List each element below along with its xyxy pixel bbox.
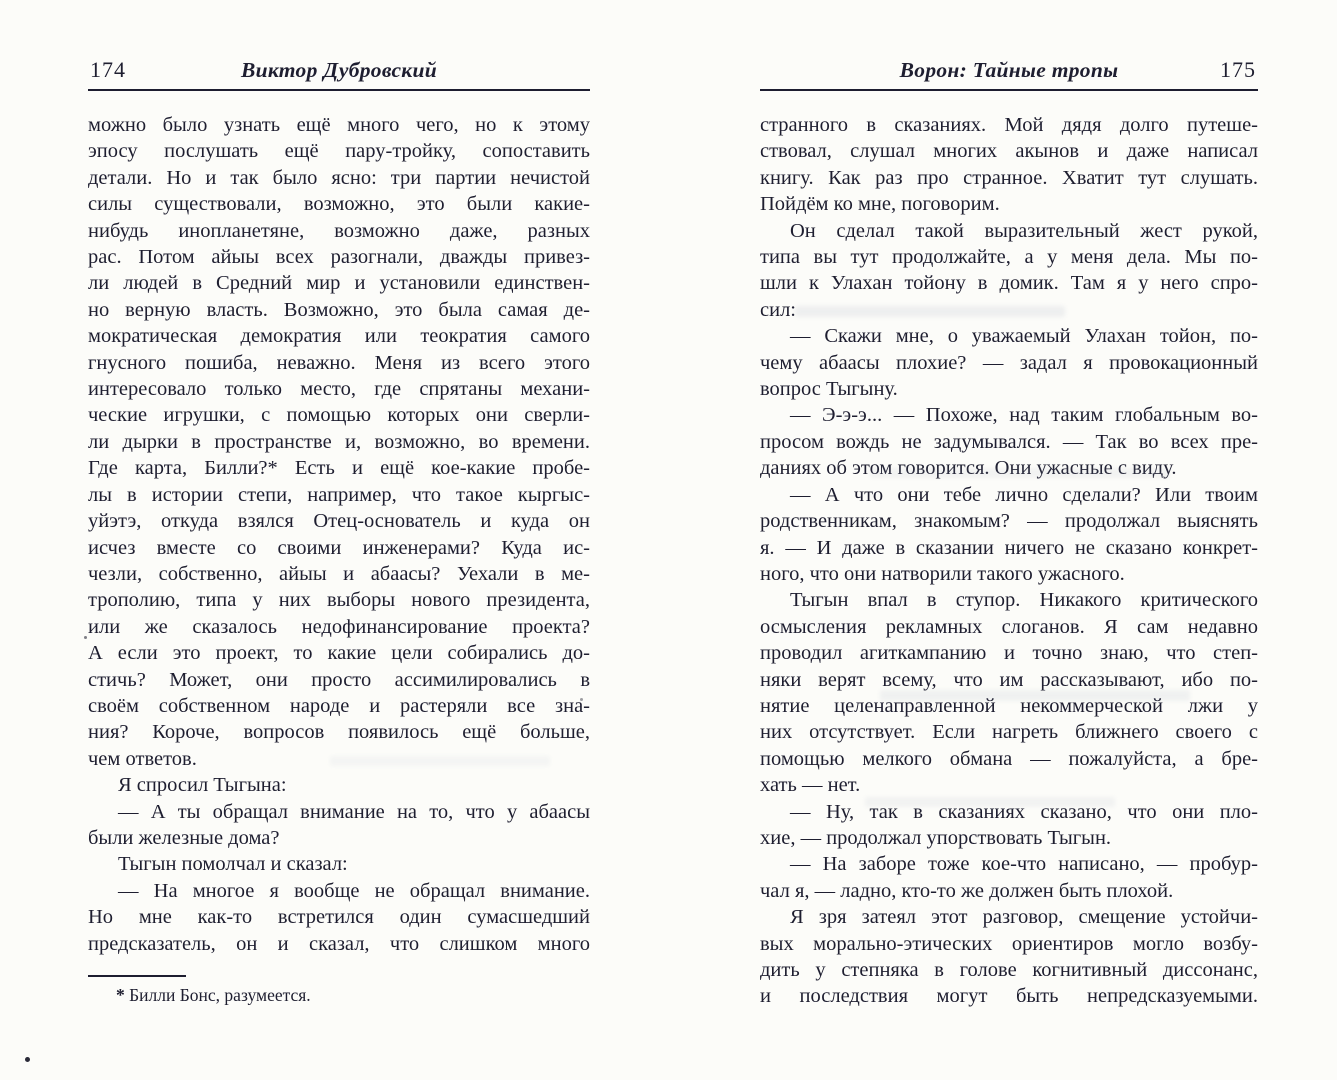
text-line: осмысления рекламных слоганов. Я сам недавно [760,615,1258,638]
text-line: уйэтэ, откуда взялся Отец-основатель и куда он [88,510,590,533]
text-line: гнусного пошиба, неважно. Меня из всего этого [88,351,590,374]
text-line: своём собственном народе и растеряли все зна- [88,694,590,717]
text-line: — А ты обращал внимание на то, что у абаасы [118,800,590,823]
text-line: дить у степняка в голове когнитивный диссонанс, [760,959,1258,981]
footnote-text [88,984,590,1006]
text-line: стичь? Может, они просто ассимилировались в [88,668,590,691]
text-line: них отсутствует. Если нагреть ближнего своего с [760,721,1258,744]
text-line: — Э-э-э... — Похоже, над таким глобальным во- [790,404,1258,427]
text-line: — А что они тебе лично сделали? Или твоим [790,483,1258,506]
bleed-through-artifact [880,690,1190,701]
text-line: чезли, собственно, айыы и абаасы? Уехали в ме- [88,562,590,585]
page-number: 175 [1220,57,1256,82]
text-line: даниях об этом говорится. Они ужасные с виду. [760,457,1177,480]
text-line: Пойдём ко мне, поговорим. [760,193,1000,216]
footnote-rule [88,975,186,977]
text-line: но верную власть. Возможно, это была самая де- [88,298,590,321]
text-line: сил: [760,298,796,321]
text-line: ного, что они натворили такого ужасного. [760,562,1125,585]
text-line: были железные дома? [88,826,280,849]
page-175 [760,0,1258,1010]
text-line: Где карта, Билли?* Есть и ещё кое-какие пробе- [88,457,590,480]
footnote-marker: * [116,985,125,1005]
text-line: помощью мелкого обмана — пожалуйста, а бре- [760,747,1258,770]
text-line: Тыгын впал в ступор. Никакого критического [790,589,1258,612]
text-line: чем ответов. [88,747,197,770]
text-line: — На многое я вообще не обращал внимание. [118,879,590,902]
text-line: странного в сказаниях. Мой дядя долго путеше- [760,114,1258,136]
text-line: книгу. Как раз про странное. Хватит тут слушать. [760,166,1258,189]
bleed-through-artifact [795,306,1065,317]
text-line: интересовало только место, где спрятаны механи- [88,378,590,401]
text-line: хать — нет. [760,774,861,797]
text-line: Но мне как-то встретился один сумасшедший [88,906,590,929]
text-line: ния? Короче, вопросов появилось ещё больше, [88,721,590,744]
text-line: вых морально-этических ориентиров могло возбу- [760,932,1258,955]
text-line: мократическая демократия или теократия самого [88,325,590,348]
text-line: чему абаасы плохие? — задал я провокационный [760,351,1258,374]
header-rule [88,89,590,91]
bleed-through-artifact [870,468,1170,478]
text-line: силы существовали, возможно, это были какие- [88,193,590,216]
footnote-body: Билли Бонс, разумеется. [129,985,311,1005]
text-line: лы в истории степи, например, что такое кыргыс- [88,483,590,506]
page-body [88,112,590,957]
text-line: детали. Но и так было ясно: три партии нечистой [88,166,590,189]
text-line: можно было узнать ещё много чего, но к этому [88,114,590,136]
text-line: нятие целенаправленной некоммерческой лжи у [760,694,1258,717]
text-line: просом вождь не задумывался. — Так во всех пре- [760,430,1258,453]
text-line: Он сделал такой выразительный жест рукой, [790,219,1258,242]
bleed-through-artifact [865,797,1115,807]
text-line: чал я, — ладно, кто-то же должен быть плохой. [760,879,1174,902]
running-header: Ворон: Тайные тропы [899,58,1119,82]
page-number: 174 [90,57,126,82]
scan-speck [84,636,87,639]
text-line: ли людей в Средний мир и установили единствен- [88,272,590,295]
text-line: Я спросил Тыгына: [118,774,287,797]
text-line: предсказатель, он и сказал, что слишком много [88,932,590,955]
text-line: я. — И даже в сказании ничего не сказано конкрет- [760,536,1258,559]
text-line: родственникам, знакомым? — продолжал выяснять [760,510,1258,533]
text-line: — Ну, так в сказаниях сказано, что они пло- [790,800,1258,823]
text-line: ствовал, слушал многих акынов и даже написал [760,140,1258,163]
page-body [760,112,1258,1010]
text-line: Тыгын помолчал и сказал: [118,853,348,876]
text-line: исчез вместе со своими инженерами? Куда ис- [88,536,590,559]
text-line: рас. Потом айыы всех разогнали, дважды привез- [88,246,590,269]
text-line: и последствия могут быть непредсказуемыми. [760,985,1258,1008]
scan-speck [580,698,583,701]
page-174 [88,0,590,1006]
text-line: эпосу послушать ещё пару-тройку, сопоставить [88,140,590,163]
text-line: — На заборе тоже кое-что написано, — пробур- [790,853,1258,876]
text-line: шли к Улахан тойону в домик. Там я у него спро- [760,272,1258,295]
text-line: Я зря затеял этот разговор, смещение устойчи- [790,906,1258,929]
header-rule [760,89,1258,91]
text-line: ческие игрушки, с помощью которых они сверли- [88,404,590,427]
text-line: или же сказалось недофинансирование проекта? [88,615,590,638]
bleed-through-artifact [330,756,550,766]
scan-speck [25,1057,30,1062]
text-line: нибудь инопланетяне, возможно даже, разных [88,219,590,242]
text-line: А если это проект, то какие цели собирались до- [88,642,590,665]
page-header [760,54,1258,86]
text-line: типа вы тут продолжайте, а у меня дела. Мы по- [760,246,1258,269]
text-line: ли дырки в пространстве и, возможно, во времени. [88,430,590,453]
text-line: вопрос Тыгыну. [760,378,898,401]
page-header [88,54,590,86]
text-line: хие, — продолжал упорствовать Тыгын. [760,826,1112,849]
running-header: Виктор Дубровский [241,58,437,82]
text-line: трополию, типа у них выборы нового президента, [88,589,590,612]
text-line: няки верят всему, что им рассказывают, ибо по- [760,668,1258,691]
footnote [88,975,590,1006]
text-line: проводил агиткампанию и точно знаю, что степ- [760,642,1258,665]
text-line: — Скажи мне, о уважаемый Улахан тойон, по- [790,325,1258,348]
